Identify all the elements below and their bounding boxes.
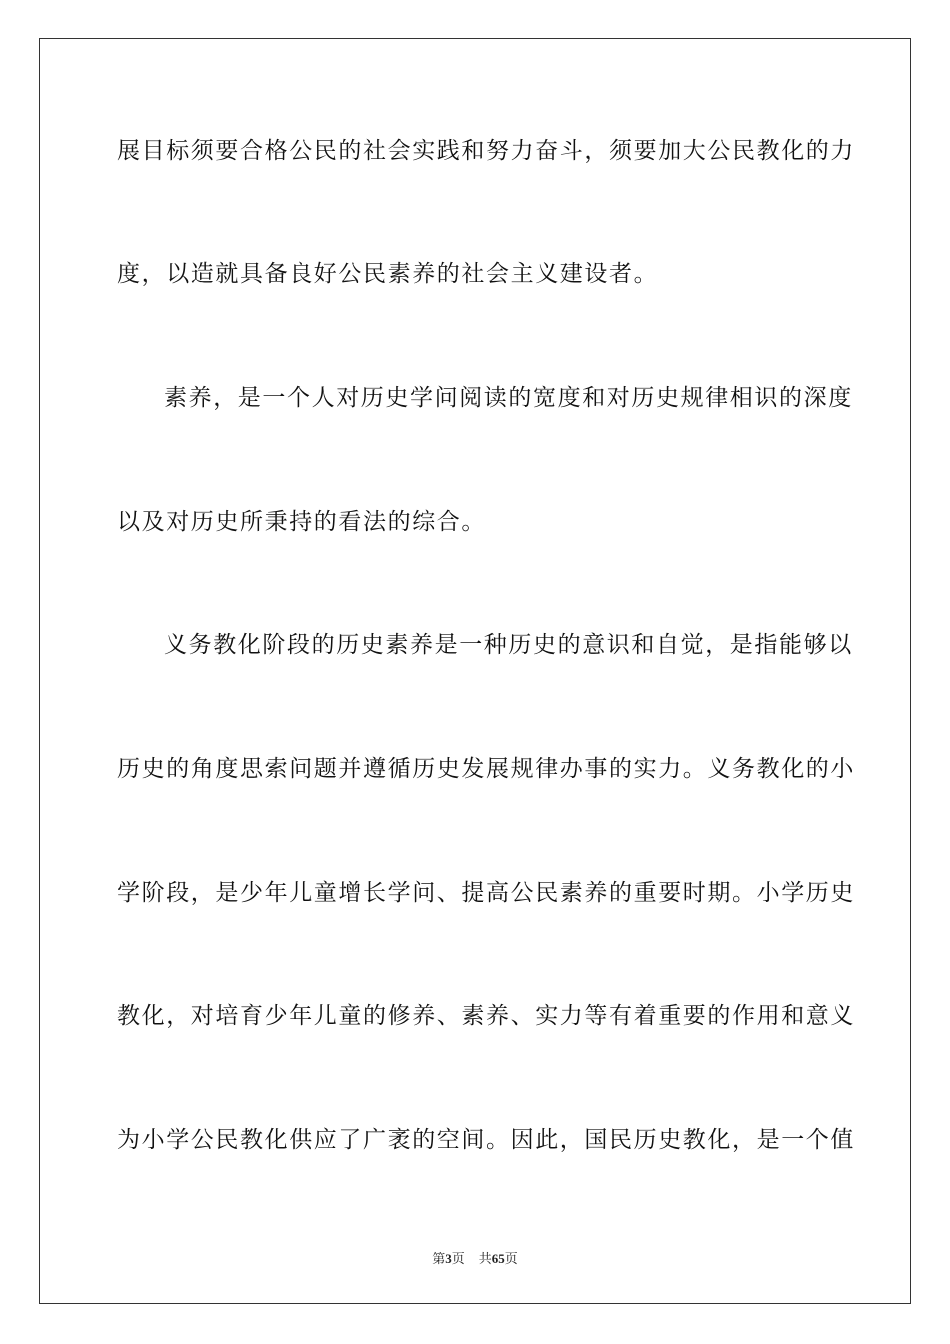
text-line-2: 度，以造就具备良好公民素养的社会主义建设者。	[117, 261, 659, 287]
text-line-8: 教化，对培育少年儿童的修养、素养、实力等有着重要的作用和意义	[117, 1003, 855, 1029]
text-line-4: 以及对历史所秉持的看法的综合。	[117, 509, 486, 535]
text-line-5: 义务教化阶段的历史素养是一种历史的意识和自觉，是指能够以	[164, 632, 853, 658]
total-prefix: 共	[478, 1252, 492, 1267]
total-pages: 65	[491, 1251, 505, 1266]
page-number: 3	[445, 1251, 452, 1266]
page-prefix: 第	[432, 1252, 446, 1267]
page-border	[39, 38, 911, 1304]
text-line-6: 历史的角度思索问题并遵循历史发展规律办事的实力。义务教化的小	[117, 756, 855, 782]
page-footer	[0, 1248, 950, 1267]
text-line-3: 素养，是一个人对历史学问阅读的宽度和对历史规律相识的深度	[164, 385, 853, 411]
text-line-7: 学阶段，是少年儿童增长学问、提高公民素养的重要时期。小学历史	[117, 880, 855, 906]
text-line-1: 展目标须要合格公民的社会实践和努力奋斗，须要加大公民教化的力	[117, 138, 855, 164]
total-suffix: 页	[504, 1252, 518, 1267]
text-line-9: 为小学公民教化供应了广袤的空间。因此，国民历史教化，是一个值	[117, 1127, 855, 1153]
page-suffix: 页	[451, 1252, 465, 1267]
